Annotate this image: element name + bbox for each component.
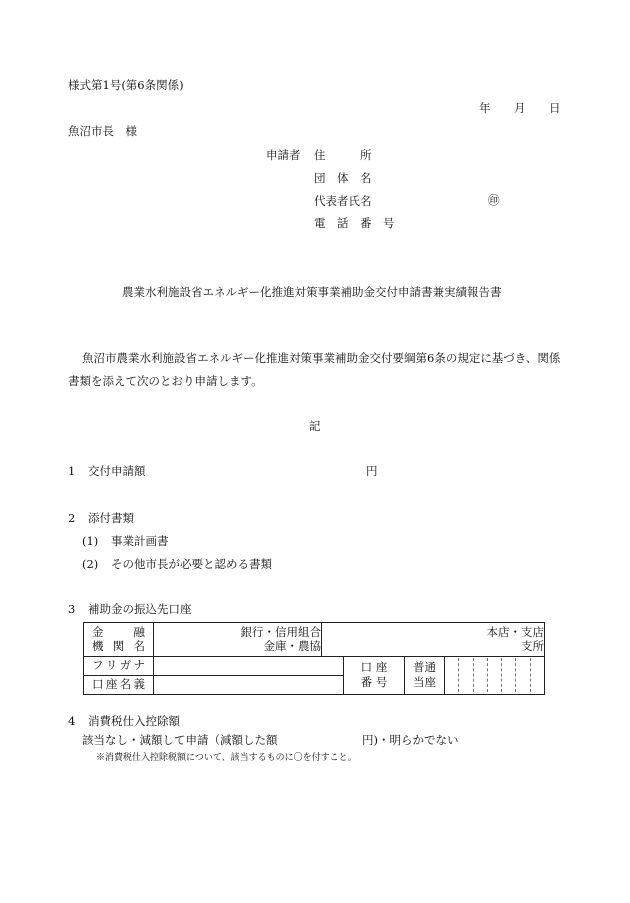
digit-box[interactable] xyxy=(487,658,501,692)
digit-box[interactable] xyxy=(501,658,515,692)
item1-unit: 円 xyxy=(366,464,378,478)
item2-sub2: その他市長が必要と認める書類 xyxy=(111,557,272,571)
item2-sub1: 事業計画書 xyxy=(111,534,169,548)
account-number-label: 口 座 番 号 xyxy=(344,657,405,695)
group-name-label: 団 体 名 xyxy=(314,171,372,185)
account-name-label: 口 座 名 義 xyxy=(84,675,154,694)
ki-mark: 記 xyxy=(309,419,321,433)
bank-account-table xyxy=(83,622,545,695)
item3-label: 補助金の振込先口座 xyxy=(88,602,192,616)
digit-box[interactable] xyxy=(445,658,458,692)
body-line-2: 書類を添えて次のとおり申請します。 xyxy=(68,374,263,388)
date-year: 年 xyxy=(479,101,491,115)
account-type-cell[interactable]: 普通 当座 xyxy=(405,657,445,695)
form-number: 様式第1号(第6条関係) xyxy=(68,78,184,92)
furigana-label: フ リ ガ ナ xyxy=(84,657,154,676)
financial-institution-label: 金 融 機 関 名 xyxy=(84,623,154,657)
item3-number: 3 xyxy=(68,602,76,616)
digit-box[interactable] xyxy=(515,658,529,692)
date-month: 月 xyxy=(514,101,526,115)
account-number-digits[interactable] xyxy=(445,657,545,695)
tax-option-text-b: 円)・明らかでない xyxy=(362,733,459,747)
tax-option-text-a: 該当なし・減額して申請（減額した額 xyxy=(82,733,278,747)
account-name-field[interactable] xyxy=(154,675,344,694)
representative-label: 代表者氏名 xyxy=(314,194,372,208)
digit-box[interactable] xyxy=(530,658,544,692)
address-label: 住 所 xyxy=(314,148,372,162)
document-title: 農業水利施設省エネルギー化推進対策事業補助金交付申請書兼実績報告書 xyxy=(122,285,502,299)
item2-sub1-number: (1) xyxy=(82,534,99,548)
item2-sub2-number: (2) xyxy=(82,557,99,571)
tax-note: ※消費税仕入控除税額について、該当するものに〇を付すこと。 xyxy=(96,753,357,763)
item2-label: 添付書類 xyxy=(88,511,134,525)
date-day: 日 xyxy=(549,101,561,115)
furigana-field[interactable] xyxy=(154,657,344,676)
addressee: 魚沼市長 様 xyxy=(68,124,137,138)
item4-label: 消費税仕入控除額 xyxy=(88,714,180,728)
digit-box[interactable] xyxy=(473,658,487,692)
phone-label: 電 話 番 号 xyxy=(314,216,395,230)
applicant-label: 申請者 xyxy=(266,148,301,162)
item4-number: 4 xyxy=(68,714,76,728)
digit-box[interactable] xyxy=(458,658,472,692)
item1-number: 1 xyxy=(68,464,76,478)
body-line-1: 魚沼市農業水利施設省エネルギー化推進対策事業補助金交付要綱第6条の規定に基づき、関係 xyxy=(82,351,561,365)
branch-cell[interactable]: 本店・支店 支所 xyxy=(322,623,545,657)
bank-type-cell[interactable]: 銀行・信用組合 金庫・農協 xyxy=(154,623,322,657)
seal-mark: ㊞ xyxy=(488,193,500,207)
item2-number: 2 xyxy=(68,511,76,525)
item1-label: 交付申請額 xyxy=(88,464,146,478)
